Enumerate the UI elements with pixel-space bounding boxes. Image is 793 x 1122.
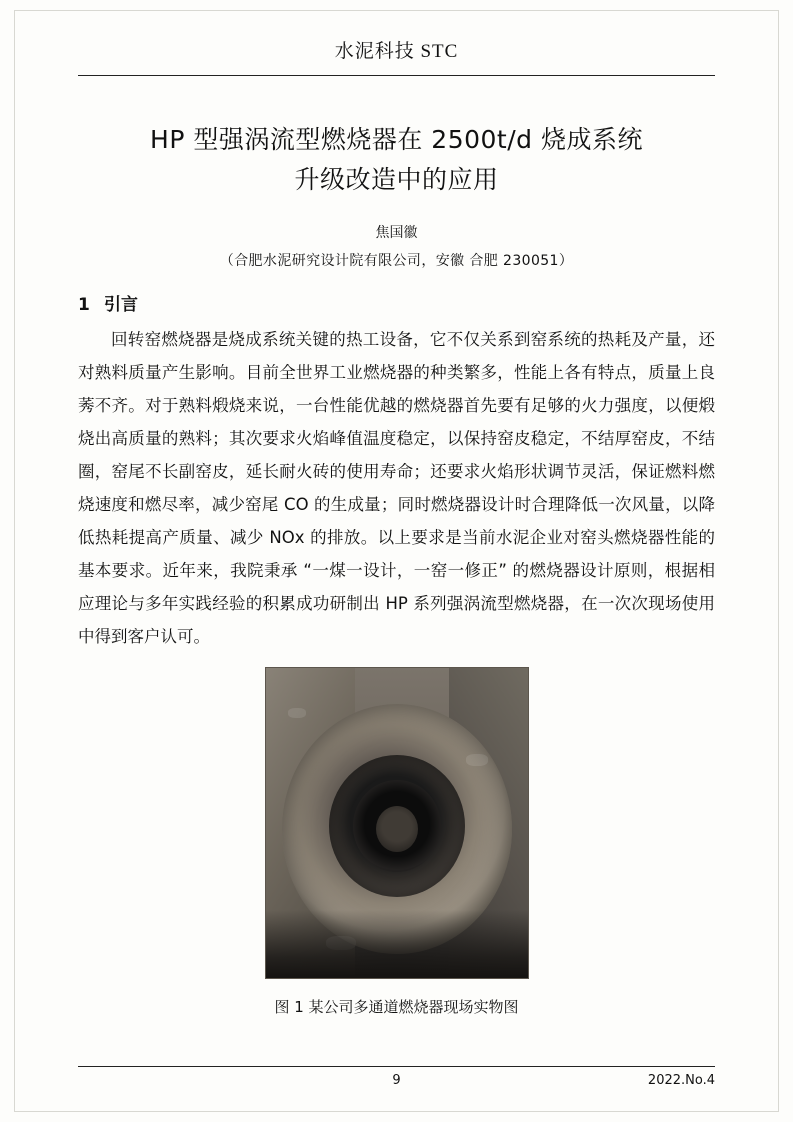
photo-burner-nozzle <box>376 806 418 852</box>
figure-block <box>78 667 715 1017</box>
photo-texture-speck <box>466 754 488 766</box>
section-heading <box>78 290 715 315</box>
author-name: 焦国徽 <box>375 225 418 241</box>
title-line-2: 升级改造中的应用 <box>294 165 499 194</box>
page-number: 9 <box>392 1073 401 1088</box>
header-rule <box>78 75 715 76</box>
footer-rule <box>78 1066 715 1067</box>
page-footer <box>78 1066 715 1088</box>
issue-label: 2022.No.4 <box>647 1073 715 1088</box>
page-title <box>78 120 715 200</box>
page-content <box>78 36 715 1017</box>
body-paragraph: 回转窑燃烧器是烧成系统关键的热工设备，它不仅关系到窑系统的热耗及产量，还对熟料质量产生影响。目前全世界工业燃烧器的种类繁多，性能上各有特点，质量上良莠不齐。对于熟料煅烧来说，一台性能优越的燃烧器首先要有足够的火力强度，以便煅烧出高质量的熟料；其次要求火焰峰值温度稳定，以保持窑皮稳定，不结厚窑皮，不结圈，窑尾不长副窑皮，延长耐火砖的使用寿命；还要求火焰形状调节灵活，保证燃料燃烧速度和燃尽率，减少窑尾 CO 的生成量；同时燃烧器设计时合理降低一次风量，以降低热耗提高产质量、减少 NOx 的排放。以上要求是当前水泥企业对窑头燃烧器性能的基本要求。近年来，我院秉承 “一煤一设计，一窑一修正” 的燃烧器设计原则，根据相应理论与多年实践经验的积累成功研制出 HP 系列强涡流型燃烧器，在一次次现场使用中得到客户认可。 <box>78 330 715 646</box>
section-title: 引言 <box>104 295 138 315</box>
kiln-burner-photo <box>265 667 529 979</box>
running-head: 水泥科技 STC <box>334 41 459 62</box>
section-number: 1 <box>78 295 90 315</box>
title-line-1: HP 型强涡流型燃烧器在 2500t/d 烧成系统 <box>150 125 643 154</box>
photo-floor-shadow <box>266 910 528 978</box>
figure-caption: 图 1 某公司多通道燃烧器现场实物图 <box>274 998 519 1016</box>
photo-texture-speck <box>288 708 306 718</box>
author-affiliation: （合肥水泥研究设计院有限公司，安徽 合肥 230051） <box>219 253 574 269</box>
